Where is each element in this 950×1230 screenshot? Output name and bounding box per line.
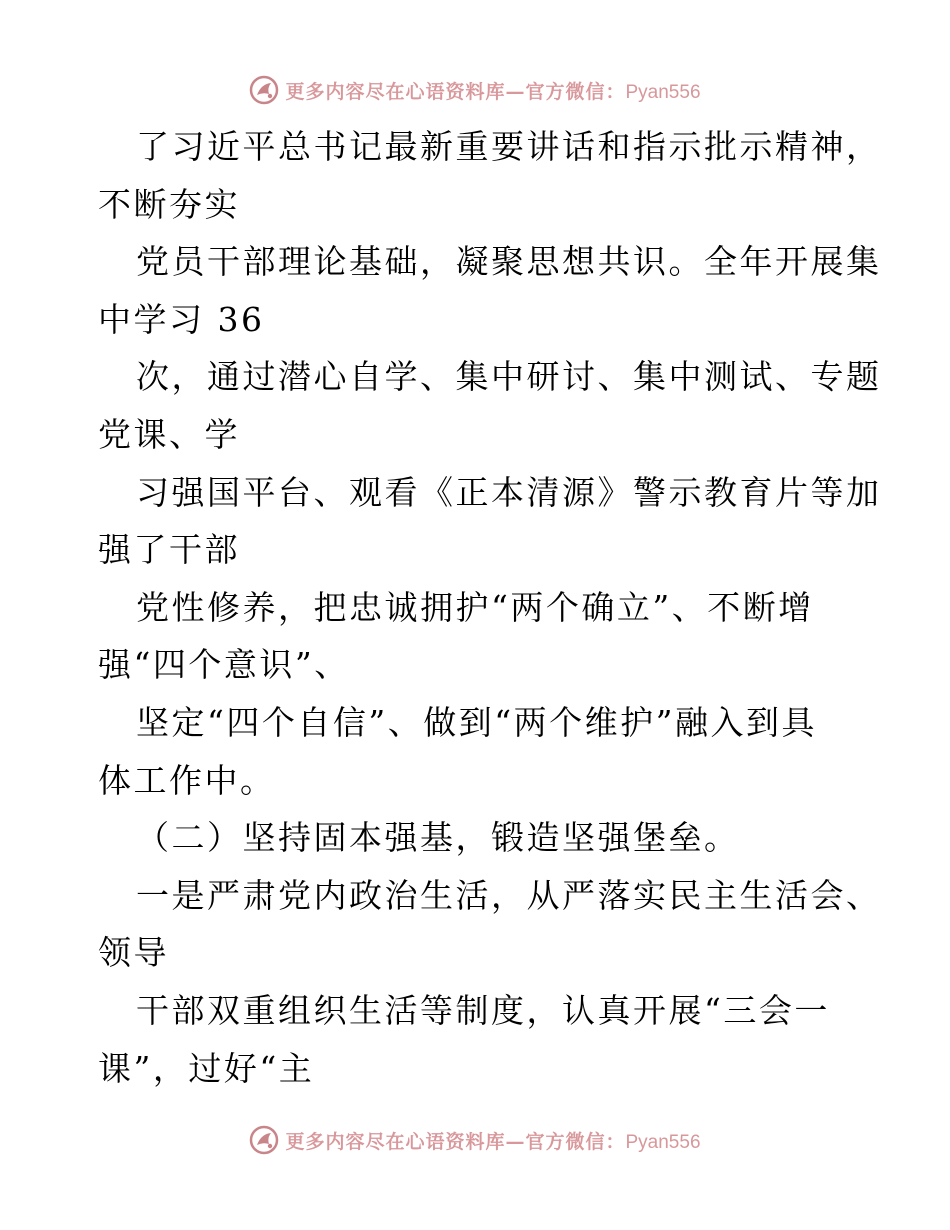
footer-watermark xyxy=(0,1120,950,1160)
text-line: 领导 xyxy=(98,933,169,973)
watermark-logo-icon xyxy=(249,1125,279,1155)
header-watermark xyxy=(0,70,950,110)
text-line: 不断夯实 xyxy=(98,184,240,224)
text-line: 课”，过好“主 xyxy=(98,1048,315,1088)
text-line: 强“四个意识”、 xyxy=(98,645,350,685)
text-line: 中学习 36 xyxy=(98,299,265,339)
watermark-label: 更多内容尽在心语资料库—官方微信： xyxy=(285,80,626,103)
text-line: 干部双重组织生活等制度，认真开展“三会一 xyxy=(136,990,830,1030)
watermark-label: 更多内容尽在心语资料库—官方微信： xyxy=(285,1130,626,1153)
watermark-text xyxy=(285,77,700,104)
text-line: 党性修养，把忠诚拥护“两个确立”、不断增 xyxy=(136,587,814,627)
document-body xyxy=(98,118,882,1097)
text-line: 强了干部 xyxy=(98,530,240,570)
watermark-text xyxy=(285,1127,700,1154)
text-line: 坚定“四个自信”、做到“两个维护”融入到具 xyxy=(136,702,817,742)
text-line: 次，通过潜心自学、集中研讨、集中测试、专题 xyxy=(136,357,882,397)
watermark-wechat-id: Pyan556 xyxy=(625,1131,701,1153)
watermark-wechat-id: Pyan556 xyxy=(625,81,701,103)
text-line: 党课、学 xyxy=(98,414,240,454)
text-line: 了习近平总书记最新重要讲话和指示批示精神， xyxy=(136,127,882,166)
watermark-logo-icon xyxy=(249,75,279,105)
section-heading: （二）坚持固本强基，锻造坚强堡垒。 xyxy=(136,818,740,858)
text-line: 体工作中。 xyxy=(98,760,276,800)
text-line: 一是严肃党内政治生活，从严落实民主生活会、 xyxy=(136,875,882,915)
text-line: 党员干部理论基础，凝聚思想共识。全年开展集 xyxy=(136,242,882,282)
text-line: 习强国平台、观看《正本清源》警示教育片等加 xyxy=(136,472,882,512)
